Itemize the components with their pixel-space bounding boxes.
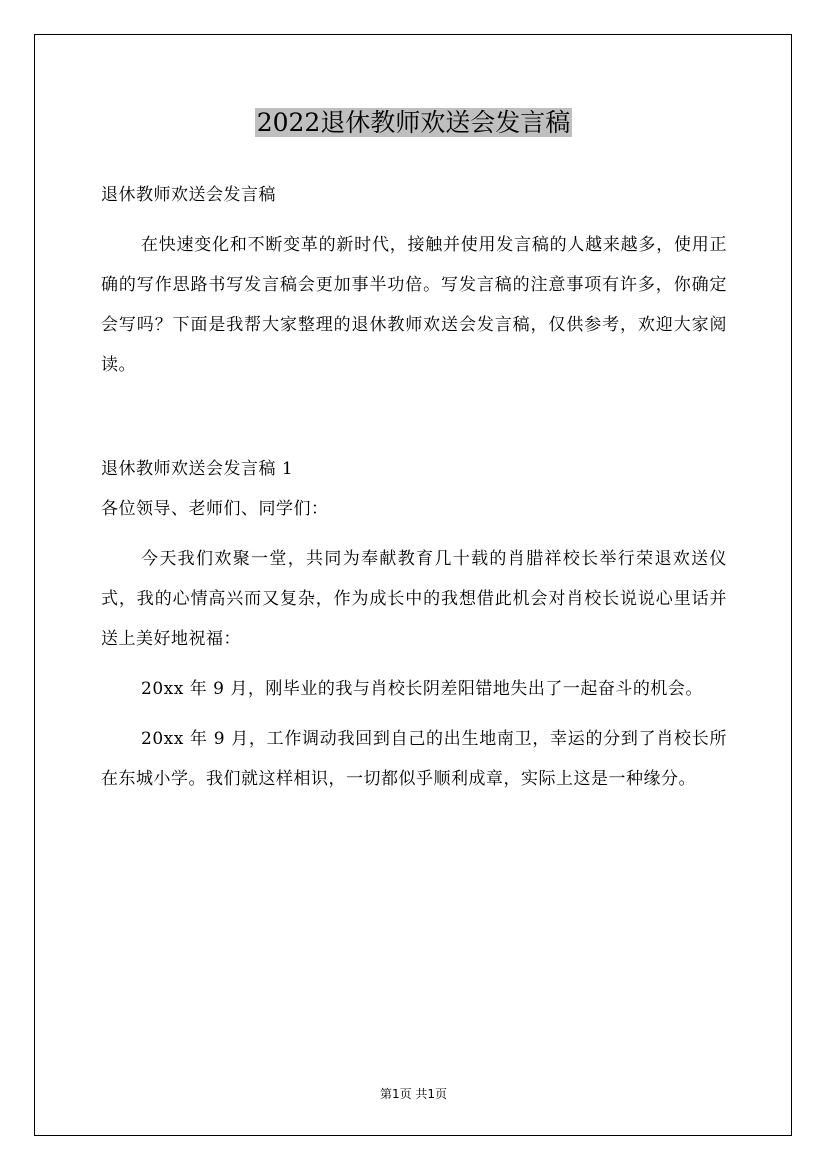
section-heading: 退休教师欢送会发言稿 1 [101, 459, 294, 479]
salutation: 各位领导、老师们、同学们： [101, 499, 329, 519]
body-paragraph-1: 今天我们欢聚一堂，共同为奉献教育几十载的肖腊祥校长举行荣退欢送仪式，我的心情高兴而又复杂，作为成长中的我想借此机会对肖校长说说心里话并送上美好地祝福： [101, 549, 727, 649]
page-footer [0, 1085, 827, 1102]
document-body [101, 175, 727, 799]
body-paragraph-2: 20xx 年 9 月，刚毕业的我与肖校长阴差阳错地失出了一起奋斗的机会。 [141, 679, 703, 699]
subtitle: 退休教师欢送会发言稿 [101, 185, 276, 205]
page-number: 第1页 共1页 [379, 1087, 448, 1101]
document-title [0, 104, 827, 142]
body-paragraph-3: 20xx 年 9 月，工作调动我回到自己的出生地南卫，幸运的分到了肖校长所在东城小学。我们就这样相识，一切都似乎顺利成章，实际上这是一种缘分。 [101, 729, 727, 789]
title-text: 2022退休教师欢送会发言稿 [256, 108, 571, 137]
intro-paragraph: 在快速变化和不断变革的新时代，接触并使用发言稿的人越来越多，使用正确的写作思路书写发言稿会更加事半功倍。写发言稿的注意事项有许多，你确定会写吗？下面是我帮大家整理的退休教师欢送会发言稿，仅供参考，欢迎大家阅读。 [101, 235, 727, 375]
